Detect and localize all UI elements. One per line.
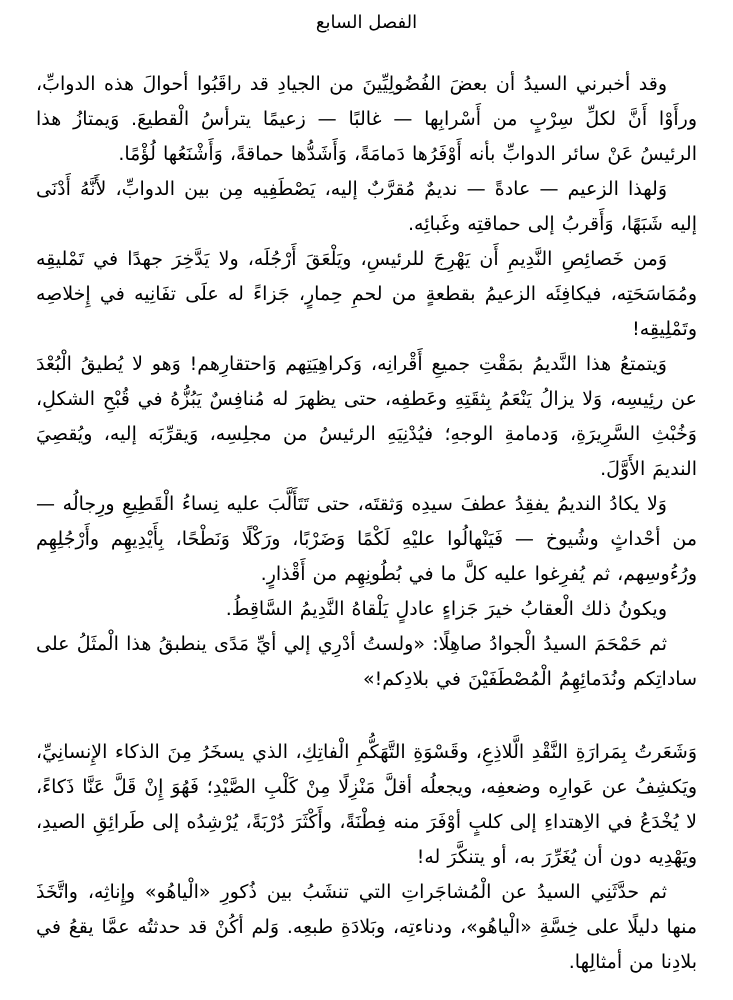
chapter-title: الفصل السابع	[315, 12, 418, 33]
paragraph: وَشَعَرتُ بِمَرارَةِ النَّقْدِ الَّلاذِعِ، وقَسْوَةِ التَّهَكُّمِ الْفاتِكِ، الذي يسخَرُ مِنَ الذكاء الإِنسانِيِّ، ويَكشِفُ عن عَوارِه وضعفِه، ويجعلُه أقلَّ مَنْزِلًا مِنْ كَلْبِ الصَّيْدِ؛ فَهُوَ إِنْ قَلَّ عَنَّا ذَكاءً، لا يُخْدَعُ في الاِهتداءِ إلى كلبٍ أوْفَرَ منه فِطْنَةً، وأَكْثَرَ دُرْبَةً، يُرْشِدُه إلى طَرائِقِ الصيدِ، ويَهْدِيه دون أن يُغَرِّرَ به، أو يتنكَّرَ له!	[36, 741, 697, 868]
paragraph: وَيتمتعُ هذا النَّديمُ بمَقْتِ جميعِ أَقْرانِه، وَكراهِيَتِهم وَاحتقارِهم! وَهو لا يُطيقُ الْبُعْدَ عن رئِيسِه، وَلا يزالُ يَنْعَمُ بِثقَتِهِ وعَطفِه، حتى يظهرَ له مُنافِسٌ يَبُزُّهُ في قُبْحِ الشكلِ، وَخُبْثِ السَّرِيرَةِ، وَدمامةِ الوجهِ؛ فيُدْنِيَهِ الرئيسُ من مجلِسِه، وَيقرِّبَه إليه، ويُقصِيَ النديمَ الأَوَّلَ.	[36, 353, 697, 480]
paragraph: ثم حدَّثَنِي السيدُ عن الْمُشاجَراتِ التي تنشَبُ بين ذُكورِ «الْياهُو» وإِناثِه، واتَّخَذَ منها دليلًا على خِسَّةِ «الْياهُو»، ودناءتِه، وبَلادَةِ طبعِه. وَلم أكُنْ قد حدثتُه عمَّا يقعُ في بلادِنا من أمثالِها.	[36, 881, 697, 973]
paragraph: وَلهذا الزعيم — عادةً — نديمٌ مُقرَّبٌ إليه، يَصْطَفِيه مِن بين الدوابِّ، لأَنَّهُ أَدْنَى إليه شَبَهًا، وَأَقربُ إلى حماقتِه وغَبائِه.	[36, 178, 697, 235]
paragraph: ثم حَمْحَمَ السيدُ الْجوادُ صاهِلًا: «ولستُ أدْرِي إلي أيِّ مَدًى ينطبقُ هذا الْمثَلُ على ساداتِكم ونُدَمائِهِمُ الْمُصْطَفَيْنَ في بلادِكم!»	[36, 633, 697, 690]
paragraph: وَلا يكادُ النديمُ يفقِدُ عطفَ سيدِه وَثقتَه، حتى تَتَأَلَّبَ عليه نِساءُ الْقَطِيعِ ورِجالُه — من أحْداثٍ وشُيوخ — فَيَنْهالُوا عليْهِ لَكْمًا وَضَرْبًا، ورَكْلًا وَنَطْحًا، بِأَيْدِيهِم وأَرْجُلِهِم ورُءُوسِهم، ثم يُفرِغوا عليه كلَّ ما في بُطُونِهِم من أَقْذارٍ.	[36, 493, 697, 585]
paragraph: وَمن خَصائِصِ النَّدِيمِ أَن يَهْرِجَ للرئيسِ، ويَلْعَقَ أَرْجُلَه، ولا يَدَّخِرَ جهدًا في تَمْليقِه ومُمَاسَحَتِه، فيكافِئَه الزعيمُ بقطعةٍ من لحمِ حِمارٍ، جَزاءً له علَى تفَانِيه في إِخلاصِه وتَمْلِيقِه!	[36, 248, 697, 340]
paragraph: وقد أخبرني السيدُ أن بعضَ الفُضُولِيِّينَ من الجيادِ قد راقَبُوا أحوالَ هذه الدوابِّ، ورأَوْا أَنَّ لكلِّ سِرْبٍ من أَسْرابِها — غالبًا — زعيمًا يترأسُ الْقطيعَ. وَيمتازُ هذا الرئيسُ عَنْ سائر الدوابِّ بأنه أَوْفَرُها دَمامَةً، وَأَشَدُّها حماقةً، وَأَشْنَعُها لُؤْمًا.	[36, 73, 697, 165]
text-section-2	[36, 735, 697, 980]
section-break	[36, 697, 697, 735]
text-section-1	[36, 67, 697, 697]
paragraph: ويكونُ ذلك الْعقابُ خيرَ جَزاءٍ عادلٍ يَلْقاهُ النَّدِيمُ السَّاقِطُ.	[225, 598, 667, 620]
